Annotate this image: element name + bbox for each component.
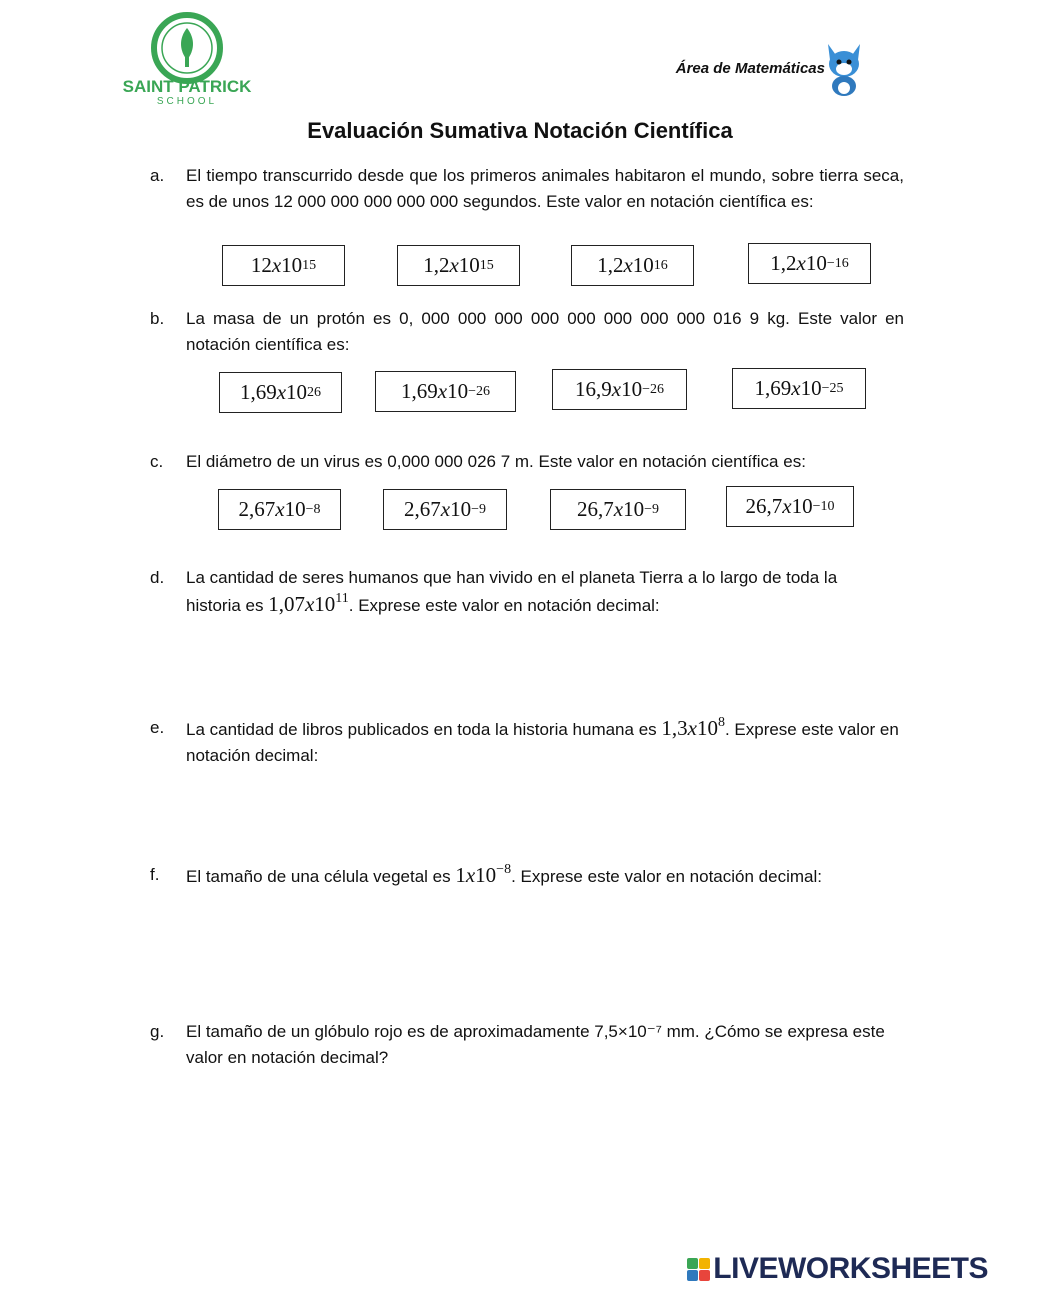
brand-name: LIVEWORKSHEETS [713, 1252, 988, 1285]
inline-math: $1,07x10^{11}$ [268, 591, 349, 616]
base-ten: 10 [791, 494, 813, 518]
base-ten: 10 [447, 379, 469, 403]
option-mantissa: 12 [250, 253, 272, 277]
option-c4[interactable]: 26,7 x 10 −10 [726, 486, 854, 527]
school-name: SAINT PATRICK [122, 77, 252, 96]
option-a3[interactable]: 1,2 x 10 16 [571, 245, 694, 286]
times-symbol: x [613, 497, 624, 521]
times-symbol: x [437, 379, 448, 403]
inline-math: $1,3x10^8$ [661, 715, 725, 740]
option-mantissa: 1,2 [597, 253, 624, 277]
question-text-before: La cantidad de seres humanos que han vivido en el planeta Tierra a lo largo de toda la historia es [186, 568, 838, 615]
option-mantissa: 1,2 [770, 251, 797, 275]
question-text-before: El tamaño de una célula vegetal es [186, 867, 456, 886]
times-symbol: x [796, 251, 806, 275]
question-letter: c. [150, 452, 164, 471]
mascot-icon [820, 40, 868, 98]
question-letter: b. [150, 309, 165, 328]
option-mantissa: 1,69 [754, 376, 792, 400]
liveworksheets-logo [687, 1252, 988, 1286]
answer-area-f[interactable] [186, 905, 904, 975]
option-mantissa: 1,2 [423, 253, 450, 277]
option-mantissa: 16,9 [575, 377, 612, 401]
base-ten: 10 [281, 253, 303, 277]
option-a2[interactable]: 1,2 x 10 15 [397, 245, 520, 286]
question-letter: g. [150, 1022, 165, 1041]
area-label: Área de Matemáticas [675, 60, 825, 77]
option-a4[interactable]: 1,2 x 10 −16 [748, 243, 871, 284]
question-text: La masa de un protón es 0, 000 000 000 000 000 000 000 000 016 9 kg. Este valor en notación científica es: [186, 309, 904, 354]
base-ten: 10 [284, 497, 306, 521]
base-ten: 10 [450, 497, 472, 521]
times-symbol: x [623, 253, 633, 277]
answer-area-g[interactable] [186, 1080, 904, 1150]
base-ten: 10 [623, 497, 645, 521]
base-ten: 10 [458, 253, 480, 277]
times-symbol: x [275, 497, 285, 521]
question-text: El diámetro de un virus es 0,000 000 026 7 m. Este valor en notación científica es: [186, 452, 806, 471]
option-b3[interactable]: 16,9 x 10 −26 [552, 369, 687, 410]
option-mantissa: 2,67 [404, 497, 441, 521]
times-symbol: x [276, 380, 287, 404]
option-b4[interactable]: 1,69 x 10 −25 [732, 368, 866, 409]
option-c3[interactable]: 26,7 x 10 −9 [550, 489, 686, 530]
question-text [186, 715, 904, 769]
base-ten: 10 [286, 380, 308, 404]
school-sub: SCHOOL [156, 96, 218, 107]
question-text-after: . Exprese este valor en notación decimal: [348, 596, 660, 615]
base-ten: 10 [621, 377, 643, 401]
page-title: Evaluación Sumativa Notación Científica [307, 118, 733, 143]
question-text [186, 565, 886, 619]
question-text-after: . Exprese este valor en notación decimal: [186, 720, 899, 765]
base-ten: 10 [632, 253, 654, 277]
option-mantissa: 26,7 [577, 497, 614, 521]
option-c1[interactable]: 2,67 x 10 −8 [218, 489, 341, 530]
times-symbol: x [782, 494, 792, 518]
school-logo [122, 10, 252, 107]
brand-tiles-icon [687, 1258, 710, 1281]
question-text [186, 862, 904, 890]
question-text-after: . Exprese este valor en notación decimal: [511, 867, 822, 886]
inline-math: $1x10^{-8}$ [455, 862, 512, 887]
times-symbol: x [791, 376, 801, 400]
question-letter: d. [150, 568, 165, 587]
question-letter: a. [150, 166, 165, 185]
option-b2[interactable]: 1,69 x 10 −26 [375, 371, 516, 412]
base-ten: 10 [800, 376, 822, 400]
times-symbol: x [611, 377, 622, 401]
times-symbol: x [440, 497, 451, 521]
answer-area-e[interactable] [186, 775, 904, 845]
option-b1[interactable]: 1,69 x 10 26 [219, 372, 342, 413]
option-c2[interactable]: 2,67 x 10 −9 [383, 489, 507, 530]
question-text: El tiempo transcurrido desde que los primeros animales habitaron el mundo, sobre tierra seca, es de unos 12 000 000 000 000 000 segundos. Este valor en notación científica es: [186, 166, 904, 211]
times-symbol: x [449, 253, 459, 277]
times-symbol: x [271, 253, 282, 277]
base-ten: 10 [805, 251, 827, 275]
option-mantissa: 26,7 [745, 494, 783, 518]
question-text: El tamaño de un glóbulo rojo es de aproximadamente 7,5×10⁻⁷ mm. ¿Cómo se expresa este valor en notación decimal? [186, 1022, 885, 1067]
option-mantissa: 2,67 [238, 497, 276, 521]
answer-area-d[interactable] [186, 625, 904, 695]
option-mantissa: 1,69 [239, 380, 277, 404]
question-letter: f. [150, 865, 160, 884]
question-text-before: La cantidad de libros publicados en toda la historia humana es [186, 720, 662, 739]
question-letter: e. [150, 718, 165, 737]
option-mantissa: 1,69 [401, 379, 438, 403]
option-a1[interactable]: 12 x 10 15 [222, 245, 345, 286]
